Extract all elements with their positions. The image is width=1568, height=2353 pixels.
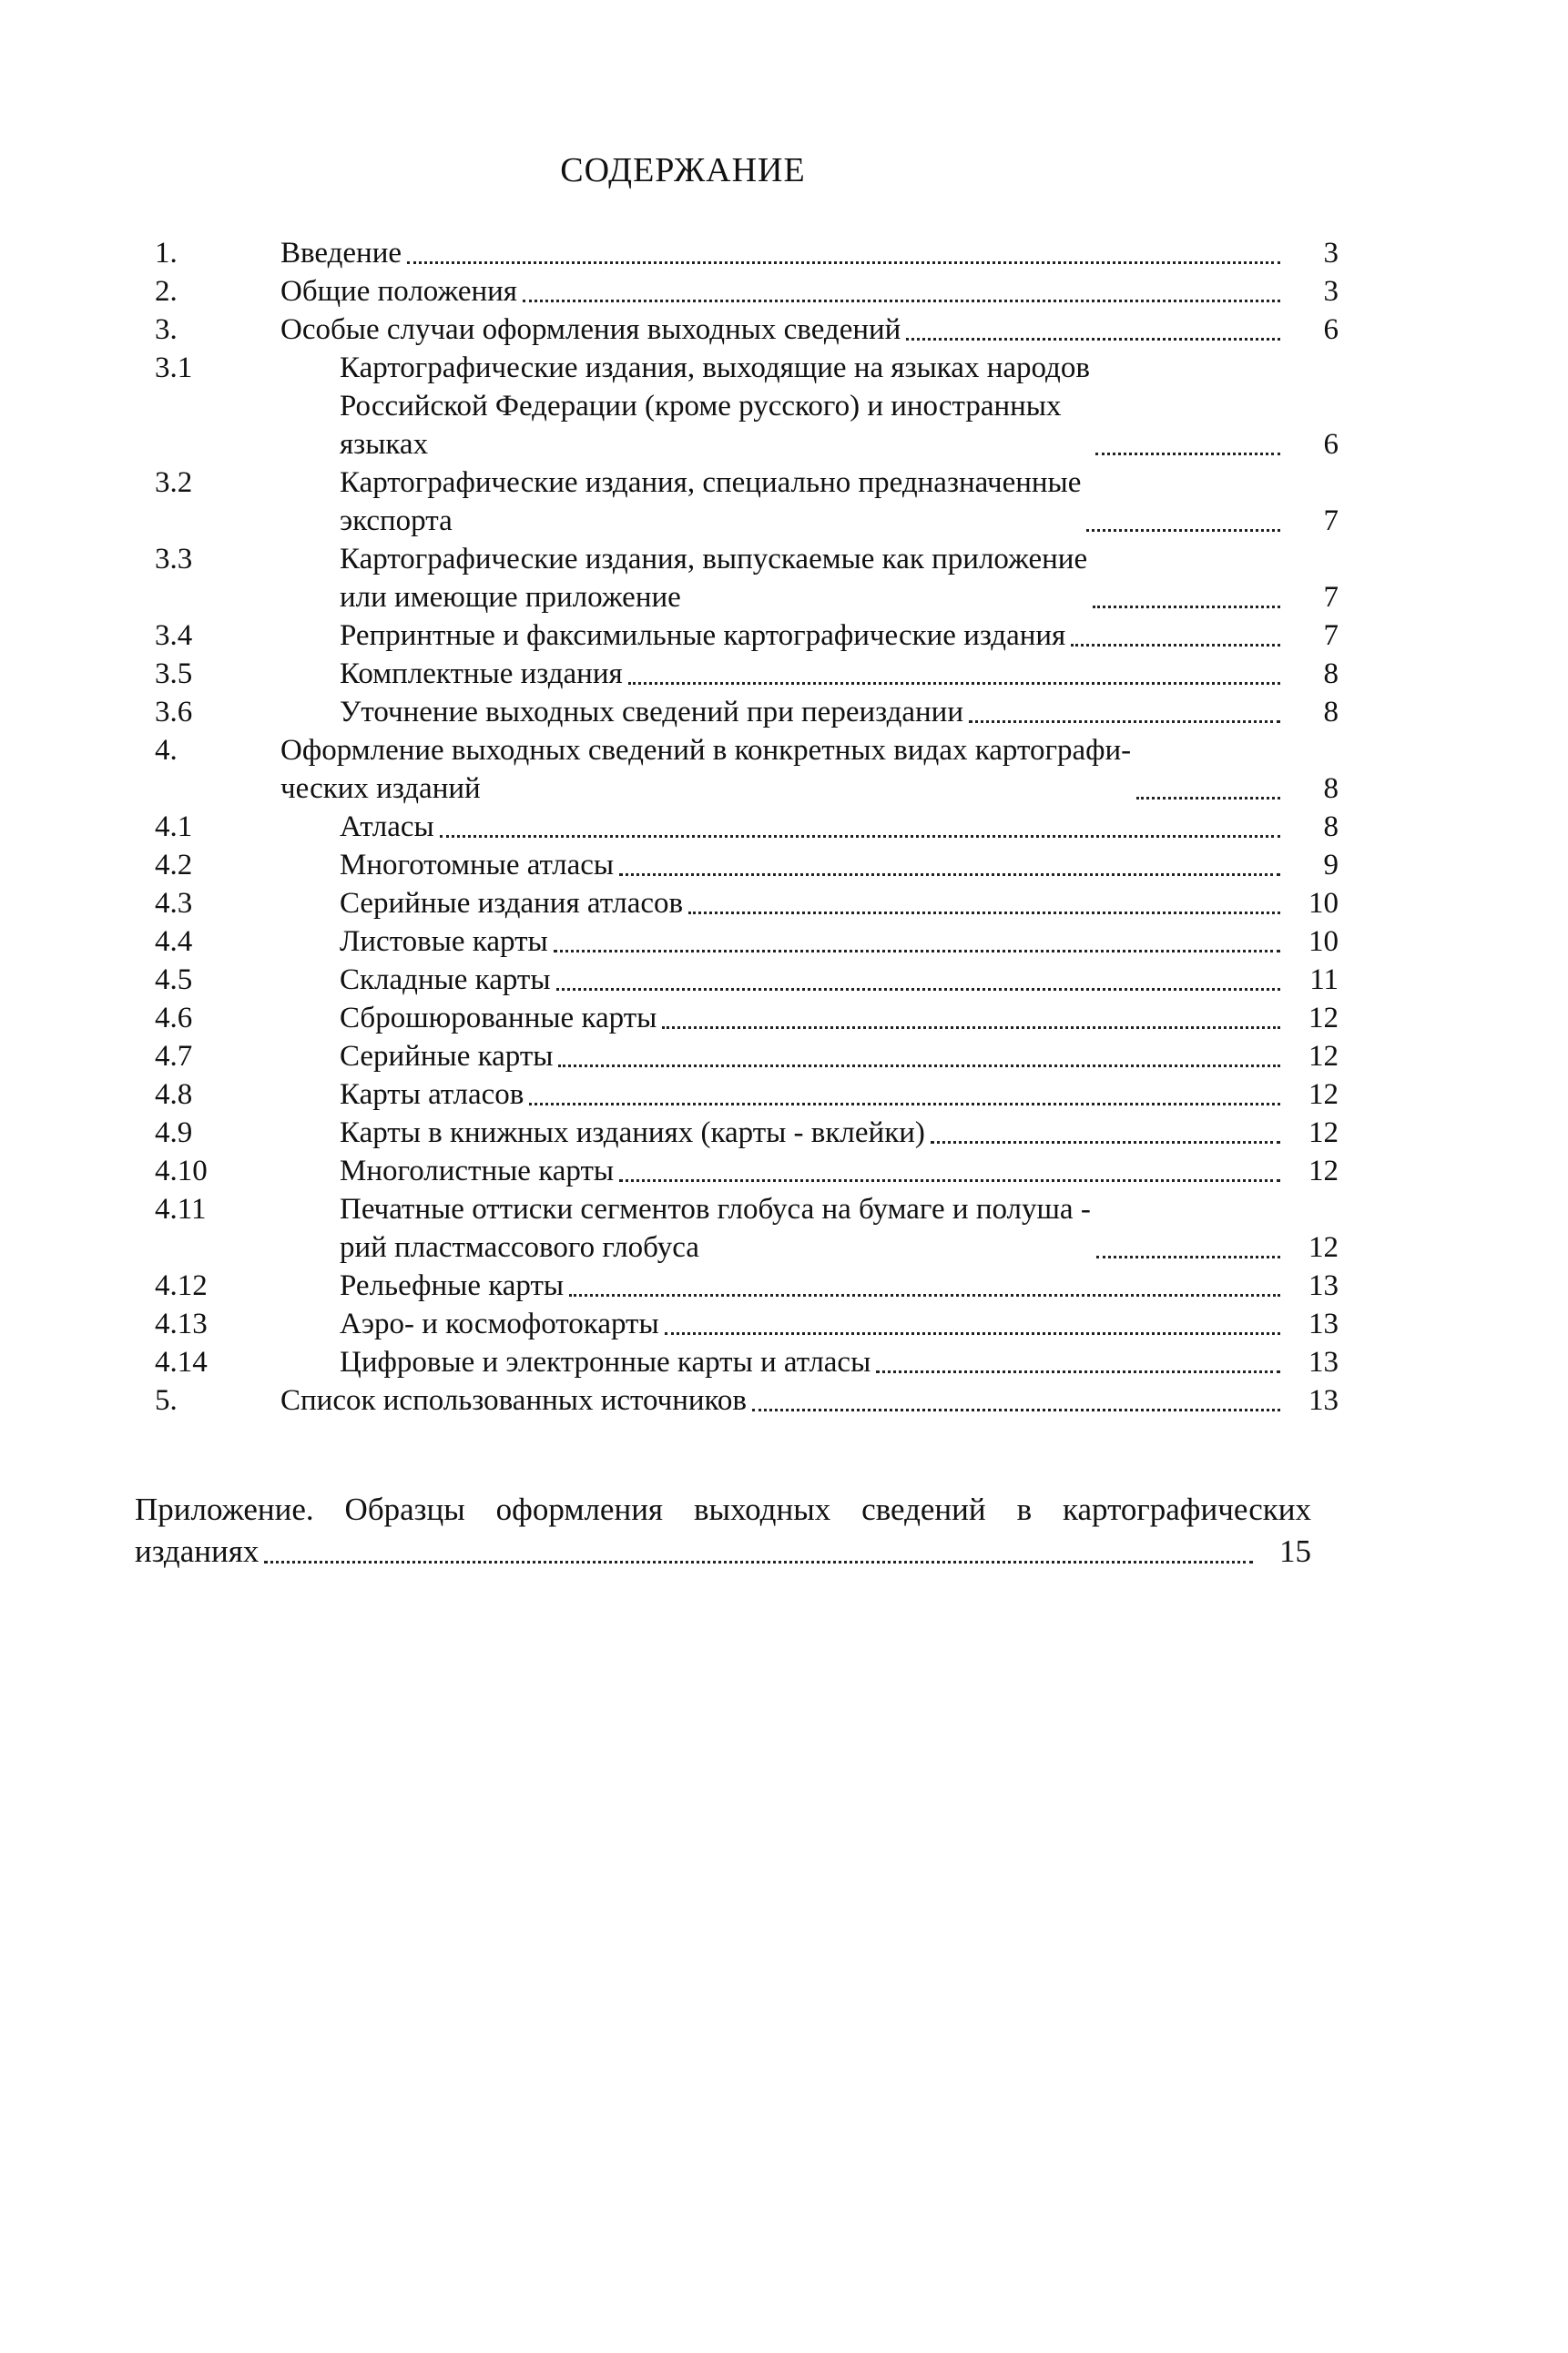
toc-leader-dots xyxy=(554,939,1280,952)
toc-entry xyxy=(155,616,1339,655)
toc-entry-page-number: 12 xyxy=(1308,1078,1339,1111)
toc-title: СОДЕРЖАНИЕ xyxy=(560,151,806,189)
toc-entry-title: Серийные издания атласов xyxy=(340,887,684,920)
toc-entry xyxy=(155,272,1339,311)
toc-leader-dots xyxy=(440,824,1280,838)
toc-entry-number: 4.14 xyxy=(155,1346,208,1379)
toc-entry-title: Оформление выходных сведений в конкретных видах картографи- ческих изданий xyxy=(280,734,1132,805)
toc-entry-body xyxy=(340,1075,1284,1114)
toc-entry-page-number: 12 xyxy=(1308,1040,1339,1073)
toc-entry-page-number: 13 xyxy=(1308,1269,1339,1302)
toc-entry xyxy=(155,1075,1339,1114)
toc-entry-page-number: 13 xyxy=(1308,1384,1339,1417)
toc-entry xyxy=(155,655,1339,693)
toc-entry-page-number: 12 xyxy=(1308,1116,1339,1149)
toc-entry-body xyxy=(340,1305,1284,1343)
toc-entry-number: 4.12 xyxy=(155,1269,208,1302)
toc-entry-number: 4.9 xyxy=(155,1116,193,1149)
toc-entry-body xyxy=(340,349,1284,463)
toc-entry xyxy=(155,1267,1339,1305)
toc-entry-body xyxy=(280,272,1284,311)
toc-entry-body xyxy=(340,1343,1284,1381)
toc-entry-number: 3.2 xyxy=(155,466,193,499)
toc-entry-number: 3.3 xyxy=(155,543,193,576)
toc-entry-page-number: 7 xyxy=(1323,504,1339,537)
toc-entry xyxy=(155,311,1339,349)
toc-entry-number: 3.1 xyxy=(155,351,193,384)
toc-leader-dots xyxy=(529,1092,1280,1105)
toc-entry-body xyxy=(340,616,1284,655)
toc-entry-title: Репринтные и факсимильные картографические издания xyxy=(340,619,1066,652)
toc-entry-title: Многолистные карты xyxy=(340,1155,615,1187)
toc-entry-title: Многотомные атласы xyxy=(340,849,615,881)
toc-entry-number: 4.3 xyxy=(155,887,193,920)
toc-entry-title: Комплектные издания xyxy=(340,657,623,690)
toc-entry-body xyxy=(340,1114,1284,1152)
toc-entry xyxy=(155,731,1339,808)
toc-leader-dots xyxy=(688,901,1280,914)
toc-entry-number: 1. xyxy=(155,237,178,270)
toc-entry-number: 4.13 xyxy=(155,1308,208,1340)
appendix-entry xyxy=(135,1489,1311,1573)
toc-entry-body xyxy=(340,884,1284,922)
toc-entry xyxy=(155,1152,1339,1190)
toc-entry-title: Картографические издания, выходящие на языках народов Российской Федерации (кроме русского) и иностранных языках xyxy=(340,351,1090,461)
toc-leader-dots xyxy=(931,1130,1280,1144)
toc-entry-number: 4.10 xyxy=(155,1155,208,1187)
toc-entry-page-number: 13 xyxy=(1308,1346,1339,1379)
toc-leader-dots xyxy=(876,1360,1280,1373)
toc-leader-dots xyxy=(407,250,1280,264)
toc-entry xyxy=(155,349,1339,463)
toc-entry-page-number: 12 xyxy=(1308,1002,1339,1034)
toc-entry xyxy=(155,884,1339,922)
toc-entry-body xyxy=(280,1381,1284,1420)
toc-entry-body xyxy=(340,999,1284,1037)
toc-entry-title: Рельефные карты xyxy=(340,1269,565,1302)
toc-entry-title: Картографические издания, выпускаемые как приложение или имеющие приложение xyxy=(340,543,1088,614)
toc-leader-dots xyxy=(1071,633,1280,647)
toc-entry-page-number: 6 xyxy=(1323,428,1339,461)
toc-leader-dots xyxy=(569,1283,1280,1297)
toc-entry-number: 5. xyxy=(155,1384,178,1417)
toc-list xyxy=(155,234,1339,1420)
toc-entry-title: Листовые карты xyxy=(340,925,548,958)
toc-leader-dots xyxy=(619,862,1280,876)
toc-entry-number: 4.2 xyxy=(155,849,193,881)
toc-entry-title: Список использованных источников xyxy=(280,1384,747,1417)
toc-leader-dots xyxy=(1136,786,1280,800)
toc-leader-dots xyxy=(662,1015,1280,1029)
appendix-text-line2-row xyxy=(135,1531,1311,1573)
toc-entry-page-number: 11 xyxy=(1309,963,1339,996)
toc-entry-title: Карты в книжных изданиях (карты - вклейки) xyxy=(340,1116,925,1149)
toc-entry-title: Уточнение выходных сведений при переиздании xyxy=(340,696,963,728)
toc-entry-page-number: 3 xyxy=(1323,237,1339,270)
toc-entry-number: 4. xyxy=(155,734,178,767)
toc-entry-body xyxy=(340,1152,1284,1190)
toc-entry-page-number: 6 xyxy=(1323,313,1339,346)
toc-entry-page-number: 12 xyxy=(1308,1155,1339,1187)
toc-entry-page-number: 10 xyxy=(1308,925,1339,958)
toc-entry-title: Картографические издания, специально предназначенные экспорта xyxy=(340,466,1082,537)
toc-entry-page-number: 10 xyxy=(1308,887,1339,920)
toc-entry-body xyxy=(340,463,1284,540)
appendix-text-line1: Приложение. Образцы оформления выходных сведений в картографических xyxy=(135,1492,1311,1527)
toc-entry-page-number: 12 xyxy=(1308,1231,1339,1264)
toc-entry-title: Аэро- и космофотокарты xyxy=(340,1308,659,1340)
appendix-page-number: 15 xyxy=(1279,1533,1311,1569)
toc-entry xyxy=(155,922,1339,961)
toc-entry-number: 4.1 xyxy=(155,810,193,843)
toc-leader-dots xyxy=(969,709,1280,723)
toc-entry-title: Сброшюрованные карты xyxy=(340,1002,657,1034)
toc-entry-number: 2. xyxy=(155,275,178,308)
toc-entry-number: 3. xyxy=(155,313,178,346)
toc-leader-dots xyxy=(556,977,1280,991)
toc-entry xyxy=(155,1305,1339,1343)
toc-entry-page-number: 7 xyxy=(1323,581,1339,614)
appendix-text-line2: изданиях xyxy=(135,1533,260,1569)
toc-entry-title: Цифровые и электронные карты и атласы xyxy=(340,1346,871,1379)
toc-leader-dots xyxy=(523,289,1280,302)
toc-entry-number: 3.4 xyxy=(155,619,193,652)
toc-entry-page-number: 13 xyxy=(1308,1308,1339,1340)
toc-entry-number: 4.8 xyxy=(155,1078,193,1111)
toc-entry-title: Складные карты xyxy=(340,963,551,996)
toc-entry-title: Печатные оттиски сегментов глобуса на бумаге и полуша - рий пластмассового глобуса xyxy=(340,1193,1091,1264)
toc-leader-dots xyxy=(1086,518,1280,532)
toc-entry xyxy=(155,463,1339,540)
toc-entry-number: 4.11 xyxy=(155,1193,207,1226)
toc-entry xyxy=(155,540,1339,616)
toc-entry-number: 4.6 xyxy=(155,1002,193,1034)
toc-entry-body xyxy=(340,846,1284,884)
toc-entry-number: 3.6 xyxy=(155,696,193,728)
toc-entry-body xyxy=(340,1190,1284,1267)
toc-leader-dots xyxy=(558,1054,1280,1067)
toc-entry-title: Атласы xyxy=(340,810,434,843)
toc-leader-dots xyxy=(1093,595,1280,608)
toc-entry-number: 4.7 xyxy=(155,1040,193,1073)
toc-leader-dots xyxy=(1096,1245,1280,1258)
toc-entry-body xyxy=(340,540,1284,616)
toc-entry-page-number: 8 xyxy=(1323,772,1339,805)
toc-entry-page-number: 3 xyxy=(1323,275,1339,308)
toc-entry-body xyxy=(340,693,1284,731)
toc-entry xyxy=(155,1343,1339,1381)
toc-leader-dots xyxy=(665,1321,1280,1335)
toc-entry-title: Общие положения xyxy=(280,275,517,308)
toc-leader-dots xyxy=(619,1168,1280,1182)
toc-entry xyxy=(155,693,1339,731)
toc-entry xyxy=(155,999,1339,1037)
toc-entry-body xyxy=(340,655,1284,693)
toc-leader-dots xyxy=(1095,442,1280,455)
toc-leader-dots xyxy=(752,1398,1280,1411)
toc-entry-body xyxy=(340,922,1284,961)
toc-entry xyxy=(155,1037,1339,1075)
toc-entry-page-number: 7 xyxy=(1323,619,1339,652)
toc-entry-page-number: 9 xyxy=(1323,849,1339,881)
toc-entry-body xyxy=(340,961,1284,999)
toc-entry-title: Особые случаи оформления выходных сведений xyxy=(280,313,901,346)
toc-entry-body xyxy=(340,1267,1284,1305)
toc-entry-page-number: 8 xyxy=(1323,696,1339,728)
toc-entry-body xyxy=(340,1037,1284,1075)
toc-entry-body xyxy=(280,731,1284,808)
toc-leader-dots xyxy=(628,671,1280,685)
toc-entry xyxy=(155,1190,1339,1267)
toc-entry-title: Серийные карты xyxy=(340,1040,554,1073)
toc-entry-body xyxy=(280,311,1284,349)
toc-entry xyxy=(155,846,1339,884)
toc-entry-body xyxy=(340,808,1284,846)
toc-entry-number: 4.5 xyxy=(155,963,193,996)
toc-entry xyxy=(155,234,1339,272)
toc-entry-body xyxy=(280,234,1284,272)
toc-entry xyxy=(155,808,1339,846)
toc-entry-number: 3.5 xyxy=(155,657,193,690)
toc-entry-page-number: 8 xyxy=(1323,657,1339,690)
toc-entry xyxy=(155,1114,1339,1152)
toc-entry-page-number: 8 xyxy=(1323,810,1339,843)
appendix-leader-dots xyxy=(264,1550,1253,1564)
toc-entry-title: Карты атласов xyxy=(340,1078,524,1111)
toc-entry-title: Введение xyxy=(280,237,402,270)
toc-entry-number: 4.4 xyxy=(155,925,193,958)
toc-entry xyxy=(155,961,1339,999)
toc-entry xyxy=(155,1381,1339,1420)
toc-leader-dots xyxy=(906,327,1280,341)
